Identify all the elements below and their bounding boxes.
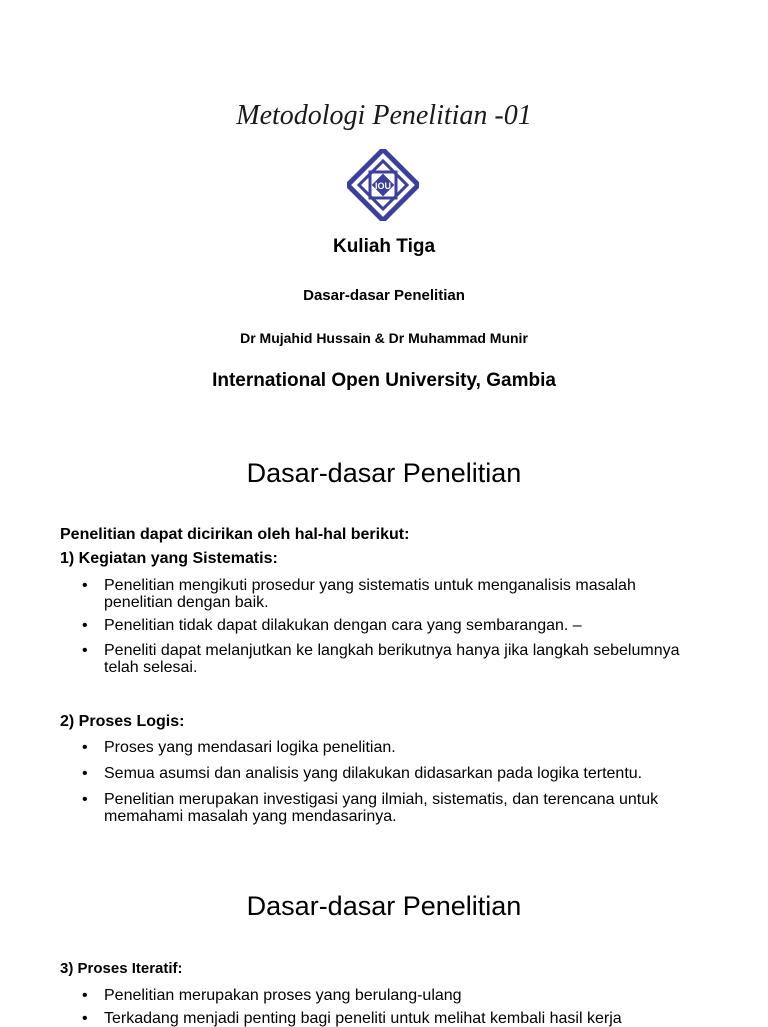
- slide-heading: Dasar-dasar Penelitian: [246, 891, 522, 921]
- list-item: • Penelitian tidak dapat dilakukan dengan cara yang sembarangan. –: [80, 617, 700, 634]
- intro-text: Penelitian dapat dicirikan oleh hal-hal berikut:: [60, 526, 410, 543]
- section-title: 3) Proses Iteratif:: [60, 960, 183, 977]
- section-title: 1) Kegiatan yang Sistematis:: [60, 550, 278, 567]
- bullet-list: [80, 577, 700, 676]
- list-item: • Penelitian mengikuti prosedur yang sistematis untuk menganalisis masalah penelitian dengan baik.: [80, 577, 700, 611]
- authors: Dr Mujahid Hussain & Dr Muhammad Munir: [240, 330, 528, 346]
- list-item: • Semua asumsi dan analisis yang dilakukan didasarkan pada logika tertentu.: [80, 765, 700, 782]
- logo-text: IOU: [374, 181, 392, 191]
- bullet-list: [80, 987, 720, 1027]
- university-name: International Open University, Gambia: [212, 370, 556, 391]
- university-emblem-icon: [347, 149, 419, 221]
- list-item: • Peneliti dapat melanjutkan ke langkah berikutnya hanya jika langkah sebelumnya telah selesai.: [80, 642, 700, 676]
- lecture-subtitle: Dasar-dasar Penelitian: [303, 287, 465, 304]
- bullet-list: [80, 739, 700, 825]
- document-title: Metodologi Penelitian -01: [236, 100, 532, 131]
- list-item: • Terkadang menjadi penting bagi peneliti untuk melihat kembali hasil kerja: [80, 1010, 720, 1027]
- list-item: • Penelitian merupakan investigasi yang ilmiah, sistematis, dan terencana untuk memahami masalah yang mendasarinya.: [80, 791, 700, 825]
- list-item: • Proses yang mendasari logika penelitian.: [80, 739, 700, 756]
- list-item: • Penelitian merupakan proses yang berulang-ulang: [80, 987, 720, 1004]
- slide-heading: Dasar-dasar Penelitian: [246, 458, 522, 488]
- lecture-title: Kuliah Tiga: [332, 236, 436, 257]
- section-title: 2) Proses Logis:: [60, 713, 185, 730]
